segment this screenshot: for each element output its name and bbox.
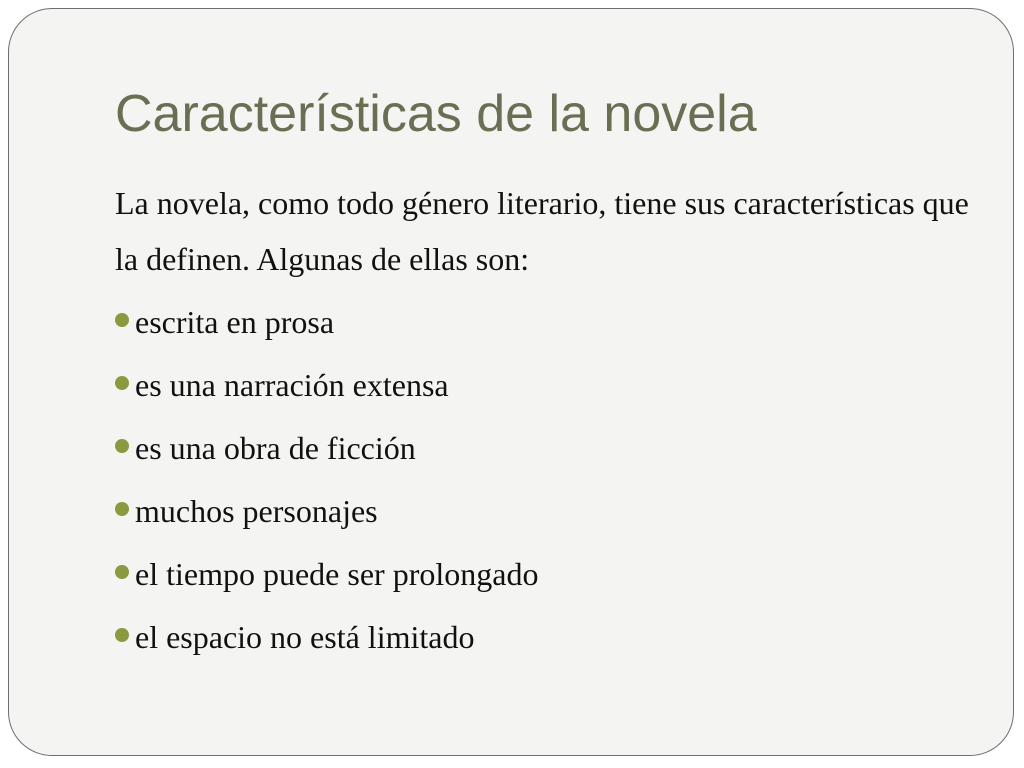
bullet-dot-icon bbox=[115, 313, 129, 327]
list-item bbox=[115, 609, 538, 672]
characteristics-list bbox=[115, 294, 538, 672]
bullet-dot-icon bbox=[115, 628, 129, 642]
list-item-text: es una obra de ficción bbox=[135, 430, 416, 466]
list-item-text: el tiempo puede ser prolongado bbox=[135, 556, 539, 592]
bullet-dot-icon bbox=[115, 565, 129, 579]
list-item bbox=[115, 483, 538, 546]
intro-paragraph: La novela, como todo género literario, tiene sus características que la definen. Algunas de ellas son: bbox=[115, 185, 969, 277]
list-item-text: el espacio no está limitado bbox=[135, 619, 475, 655]
bullet-dot-icon bbox=[115, 376, 129, 390]
bullet-dot-icon bbox=[115, 502, 129, 516]
list-item-text: escrita en prosa bbox=[135, 304, 335, 340]
list-item bbox=[115, 294, 538, 357]
list-item bbox=[115, 546, 538, 609]
slide-frame bbox=[8, 8, 1014, 756]
slide-title: Características de la novela bbox=[115, 85, 757, 143]
bullet-dot-icon bbox=[115, 439, 129, 453]
list-item bbox=[115, 357, 538, 420]
list-item-text: muchos personajes bbox=[135, 493, 378, 529]
list-item-text: es una narración extensa bbox=[135, 367, 449, 403]
list-item bbox=[115, 420, 538, 483]
